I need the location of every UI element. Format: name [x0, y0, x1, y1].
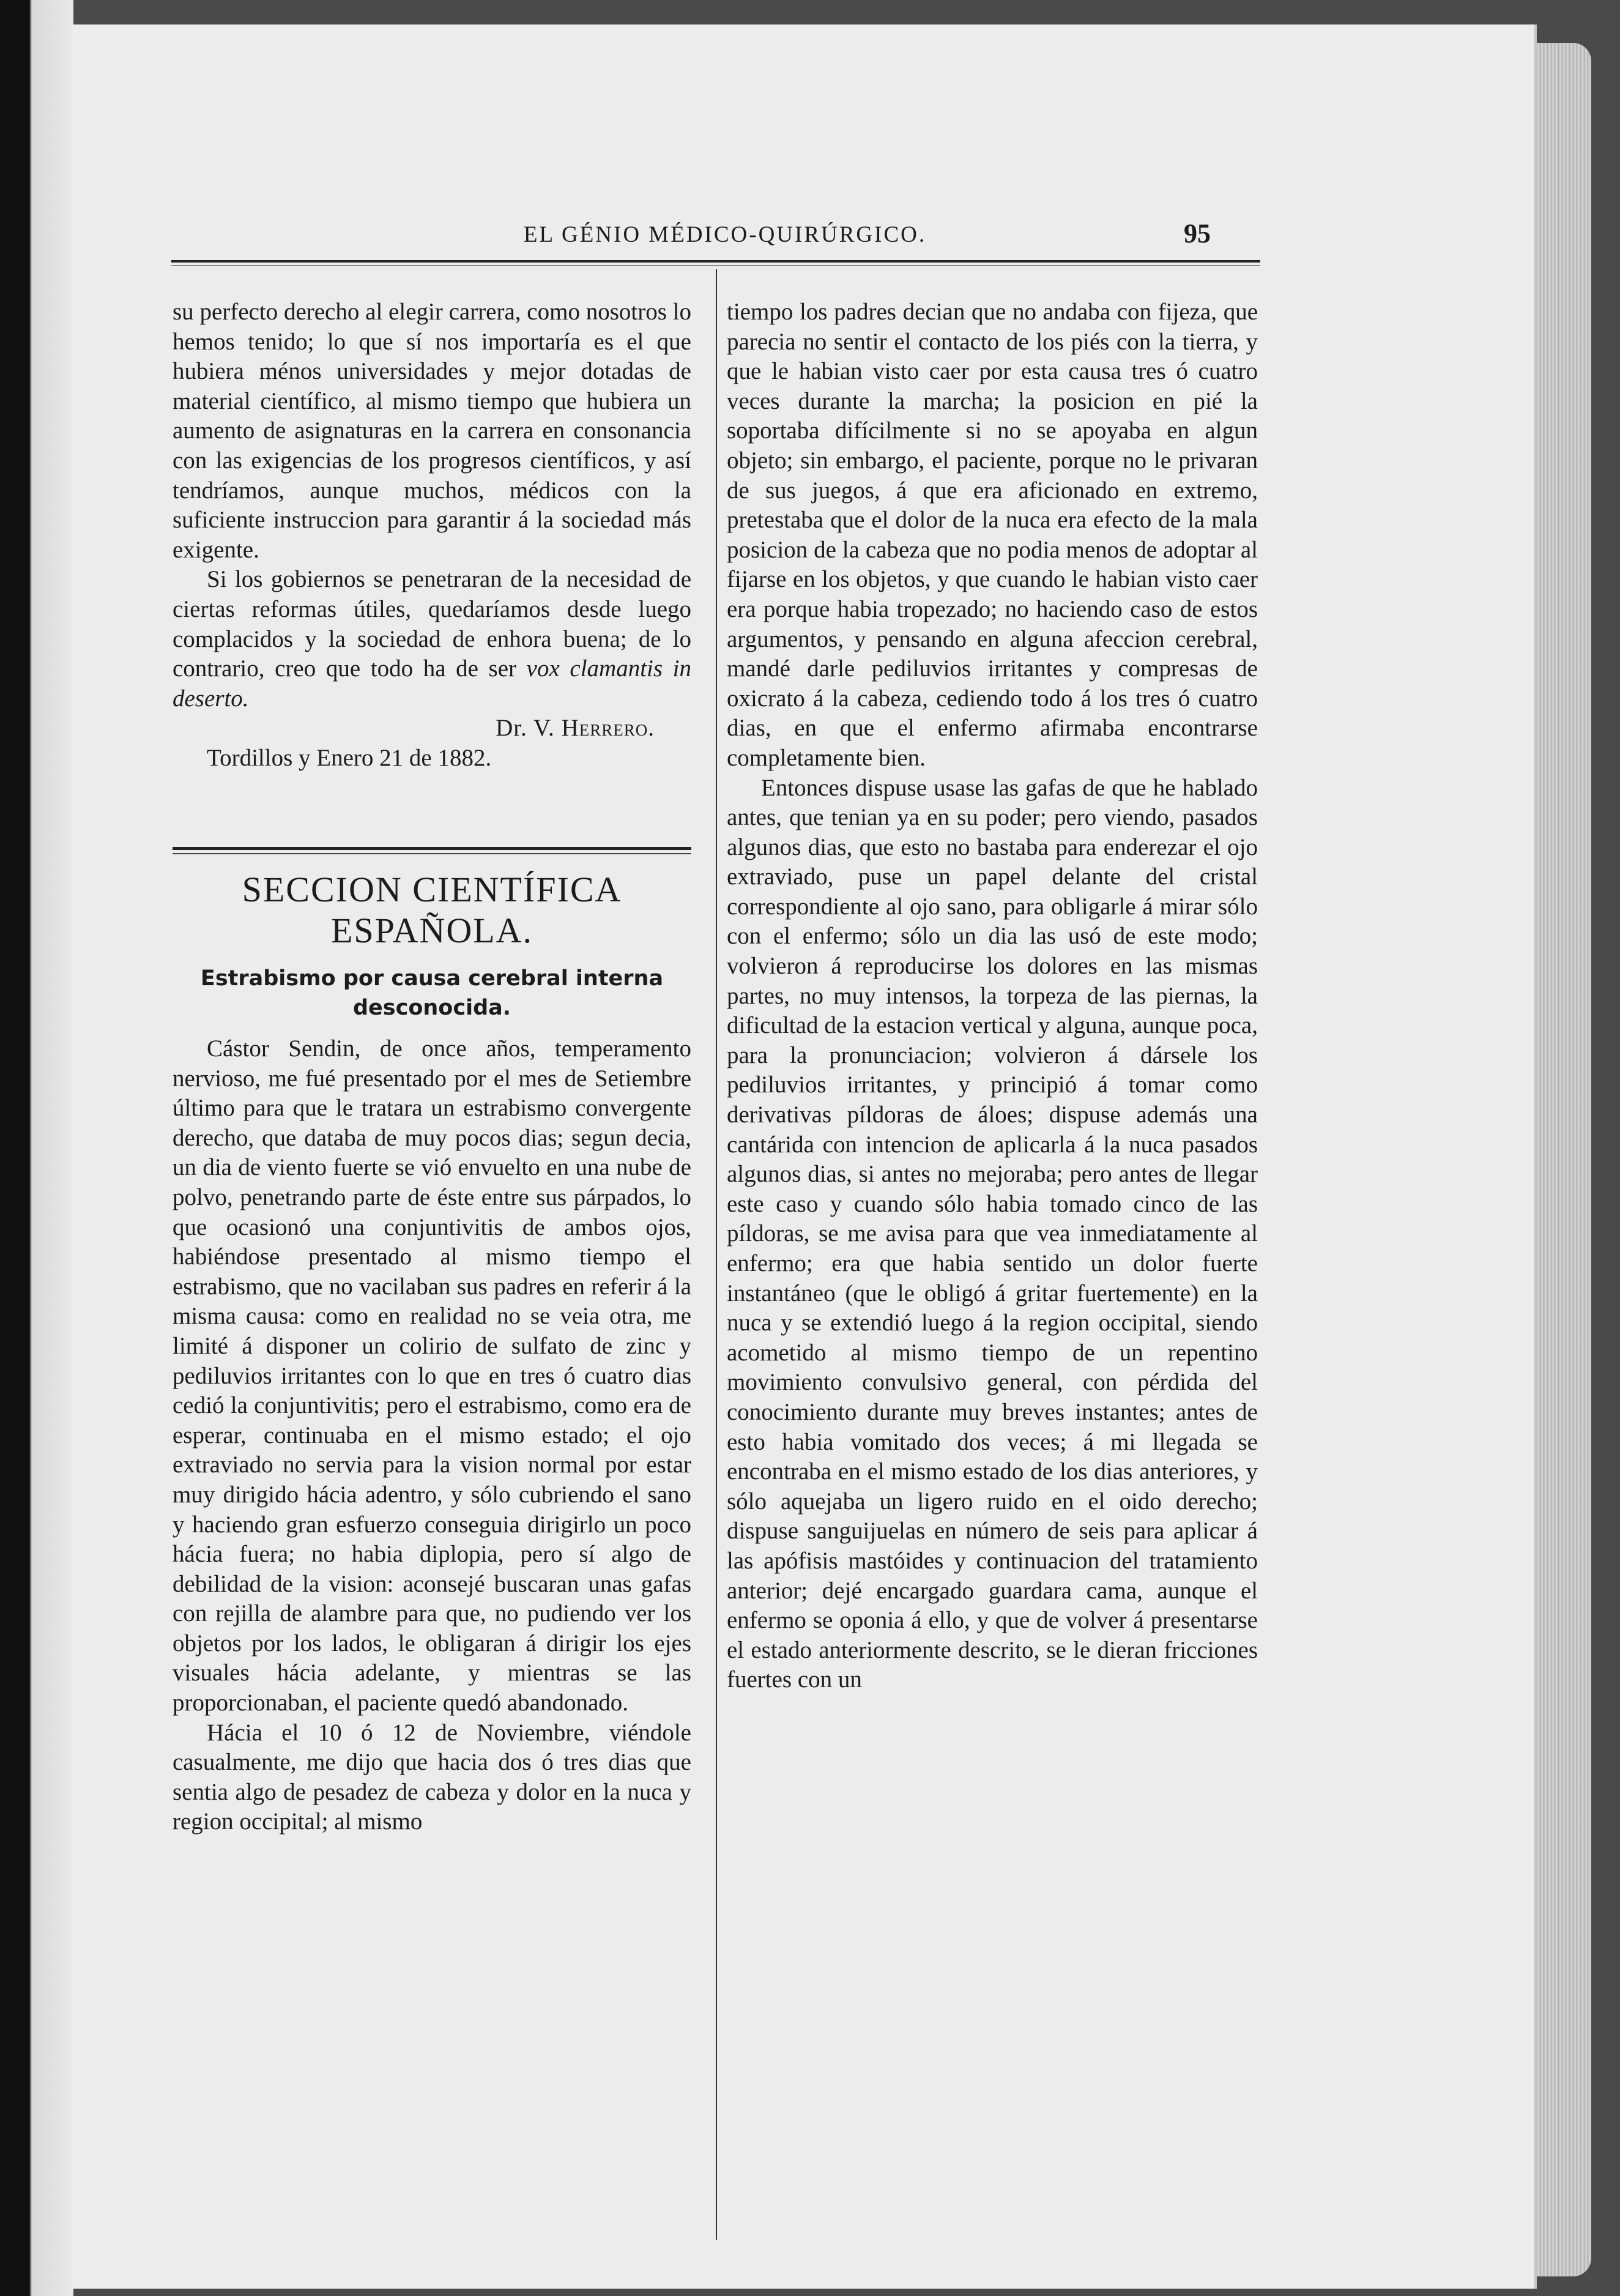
left-column-top: [173, 297, 691, 773]
place-date: Tordillos y Enero 21 de 1882.: [207, 744, 492, 771]
latin-quote: vox clamantis in deserto.: [173, 655, 691, 712]
closing-text: Si los gobiernos se penetraran de la necesidad de ciertas reformas útiles, quedaríamos desde luego complacidos y la sociedad de enhora buena; de lo contrario, creo que todo ha de ser: [173, 566, 691, 682]
right-column: [727, 297, 1258, 1695]
facing-page-edge: [0, 0, 73, 2296]
section-rule: [173, 847, 691, 850]
page-stack-edge: [1533, 43, 1591, 2276]
left-column-article: [173, 1034, 691, 1837]
paragraph: tiempo los padres decian que no andaba con fijeza, que parecia no sentir el contacto de los piés con la tierra, y que le habian visto caer por esta causa tres ó cuatro veces durante la marcha; la posicion en pié la soportaba difícilmente si no se apoyaba en algun objeto; sin embargo, el paciente, porque no le privaran de sus juegos, á que era aficionado en extremo, pretestaba que el dolor de la nuca era efecto de la mala posicion de la cabeza que no podia menos de adoptar al fijarse en los objetos, y que cuando le habian visto caer era porque habia tropezado; no haciendo caso de estos argumentos, y pensando en alguna afeccion cerebral, mandé darle pediluvios irritantes y compresas de oxicrato á la cabeza, cediendo todo á los tres ó cuatro dias, en que el enfermo afirmaba encontrarse completamente bien.: [727, 299, 1258, 771]
author-signature: [173, 714, 655, 744]
section-rule-thin: [173, 853, 691, 854]
running-header-title: EL GÉNIO MÉDICO-QUIRÚRGICO.: [523, 222, 927, 247]
paragraph: Hácia el 10 ó 12 de Noviembre, viéndole casualmente, me dijo que hacia dos ó tres dias que sentia algo de pesadez de cabeza y dolor en la nuca y region occipital; al mismo: [173, 1719, 691, 1835]
article-title: Estrabismo por causa cerebral interna desconocida.: [200, 966, 664, 1020]
paragraph: Entonces dispuse usase las gafas de que he hablado antes, que tenian ya en su poder; pero viendo, pasados algunos dias, que esto no bastaba para enderezar el ojo extraviado, puse un papel delante del cristal correspondiente al ojo sano, para obligarle á mirar sólo con el enfermo; sólo un dia las usó de este modo; volvieron á reproducirse los dolores en las mismas partes, no muy intensos, la torpeza de las piernas, la dificultad de la estacion vertical y alguna, aunque poca, para la pronunciacion; volvieron á dársele los pediluvios irritantes, y principió á tomar como derivativas píldoras de áloes; dispuse además una cantárida con intencion de aplicarla á la nuca pasados algunos dias, si antes no mejoraba; pero antes de llegar este caso y cuando sólo habia tomado cinco de las píldoras, se me avisa para que vea inmediatamente al enfermo; era que habia sentido un dolor fuerte instantáneo (que le obligó á gritar fuertemente) en la nuca y se extendió luego á la region occipital, siendo acometido al mismo tiempo de un repentino movimiento convulsivo general, con pérdida del conocimiento durante muy breves instantes; antes de esto habia vomitado dos veces; á mi llegada se encontraba en el mismo estado de los dias anteriores, y sólo aquejaba un ligero ruido en el oido derecho; dispuse sanguijuelas en número de seis para aplicar á las apófisis mastóides y continuacion del tratamiento anterior; dejé encargado guardara cama, aunque el enfermo se oponia á ello, y que de volver á presentarse el estado anteriormente descrito, se le dieran fricciones fuertes con un: [727, 774, 1258, 1693]
column-divider: [716, 269, 717, 2240]
header-rule-thin: [171, 265, 1260, 266]
paragraph: Cástor Sendin, de once años, temperamento nervioso, me fué presentado por el mes de Setiembre último para que le tratara un estrabismo convergente derecho, que databa de muy pocos dias; segun decia, un dia de viento fuerte se vió envuelto en una nube de polvo, penetrando parte de éste entre sus párpados, lo que ocasionó una conjuntivitis de ambos ojos, habiéndose presentado al mismo tiempo el estrabismo, que no vacilaban sus padres en referir á la misma causa: como en realidad no se veia otra, me limité á disponer un colirio de sulfato de zinc y pediluvios irritantes con lo que en tres ó cuatro dias cedió la conjuntivitis; pero el estrabismo, como era de esperar, continuaba en el mismo estado; el ojo extraviado no servia para la vision normal por estar muy dirigido hácia adentro, y sólo cubriendo el sano y haciendo gran esfuerzo conseguia dirigirlo un poco hácia fuera; no habia diplopia, pero sí algo de debilidad de la vision: aconsejé buscaran unas gafas con rejilla de alambre para que, no pudiendo ver los objetos por los lados, le obligaran á dirigir los ejes visuales hácia adelante, y mientras se las proporcionaban, el paciente quedó abandonado.: [173, 1035, 691, 1716]
header-rule: [171, 260, 1260, 263]
section-title: SECCION CIENTÍFICA ESPAÑOLA.: [242, 870, 622, 950]
page-number: 95: [1184, 218, 1211, 248]
closing-paragraph: [173, 565, 691, 714]
paragraph: su perfecto derecho al elegir carrera, como nosotros lo hemos tenido; lo que sí nos importaría es el que hubiera ménos universidades y mejor dotadas de material científico, al mismo tiempo que hubiera un aumento de asignaturas en la carrera en consonancia con las exigencias de los progresos científicos, y así tendríamos, aunque muchos, médicos con la suficiente instruccion para garantir á la sociedad más exigente.: [173, 299, 691, 563]
signature-prefix: Dr. V.: [496, 715, 562, 742]
signature-name: Herrero.: [561, 715, 655, 742]
